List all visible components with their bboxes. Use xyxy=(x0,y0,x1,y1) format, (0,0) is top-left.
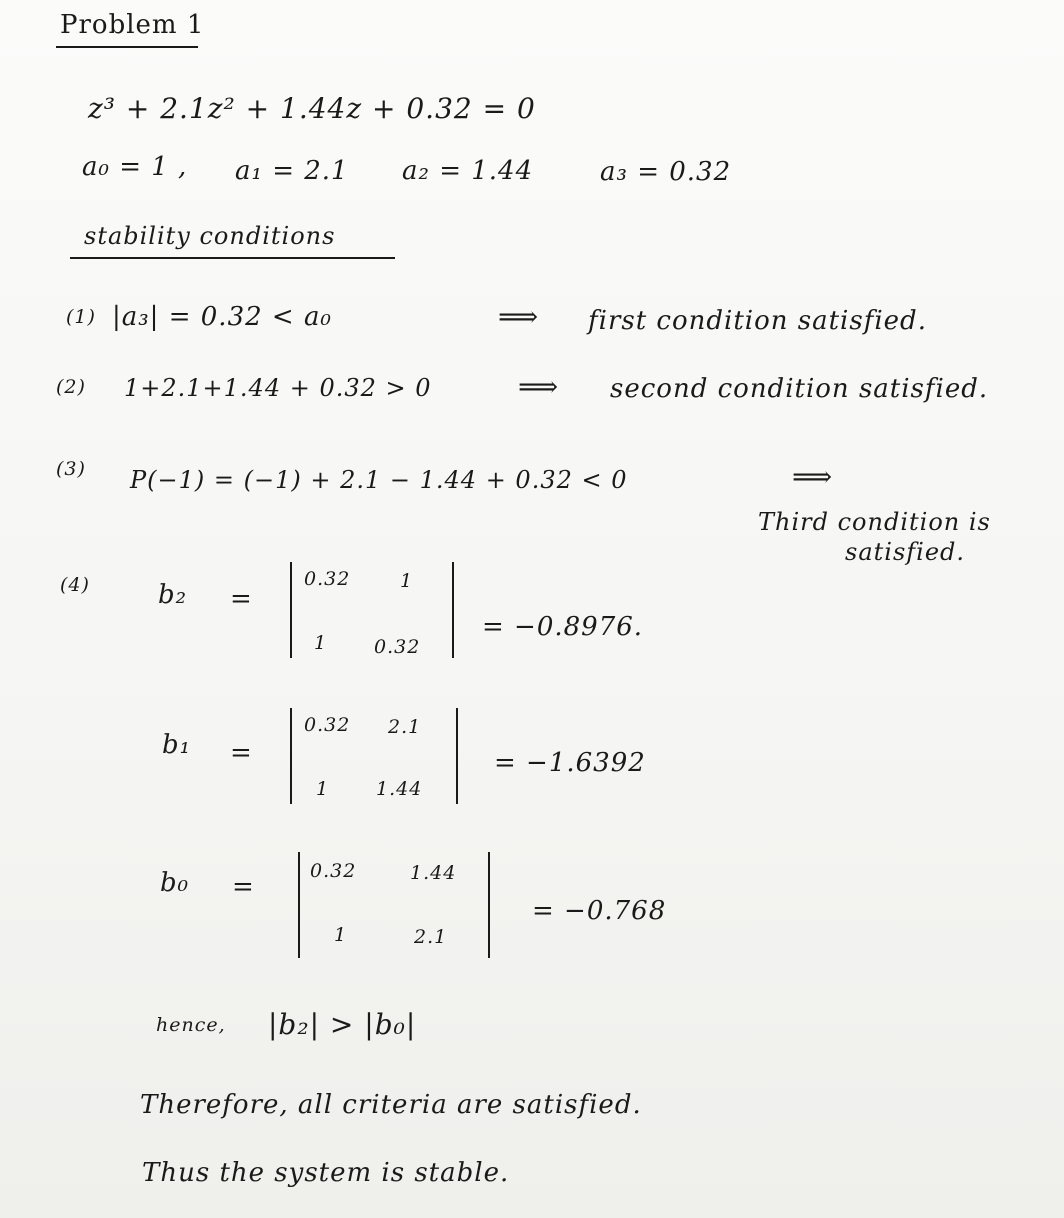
condition-3-expression: P(−1) = (−1) + 2.1 − 1.44 + 0.32 < 0 xyxy=(130,466,628,494)
condition-4-number: (4) xyxy=(60,574,90,596)
characteristic-equation: z³ + 2.1z² + 1.44z + 0.32 = 0 xyxy=(88,92,536,125)
det-b1-right-bar xyxy=(456,708,458,804)
condition-3-result-line1: Third condition is xyxy=(758,508,991,536)
condition-2-expression: 1+2.1+1.44 + 0.32 > 0 xyxy=(124,374,432,402)
det-b2-equals: = xyxy=(230,584,253,614)
final-statement: Thus the system is stable. xyxy=(142,1158,510,1188)
condition-2-number: (2) xyxy=(56,376,86,398)
det-b1-m22: 1.44 xyxy=(376,778,423,800)
det-b2-m11: 0.32 xyxy=(304,568,351,590)
det-b0-m22: 2.1 xyxy=(414,926,448,948)
therefore-line: Therefore, all criteria are satisfied. xyxy=(140,1090,642,1120)
coef-a1: a₁ = 2.1 xyxy=(235,156,349,186)
det-b2-left-bar xyxy=(290,562,292,658)
det-b0-label: b₀ xyxy=(160,868,190,898)
section-underline xyxy=(70,257,395,259)
det-b0-m11: 0.32 xyxy=(310,860,357,882)
det-b2-result: = −0.8976. xyxy=(482,612,644,642)
condition-1-result: first condition satisfied. xyxy=(588,306,927,336)
hence-label: hence, xyxy=(156,1014,226,1036)
det-b1-m21: 1 xyxy=(316,778,330,800)
problem-heading: Problem 1 xyxy=(60,10,205,40)
det-b1-m12: 2.1 xyxy=(388,716,422,738)
det-b2-m21: 1 xyxy=(314,632,328,654)
condition-3-arrow: ⟹ xyxy=(792,460,834,493)
coef-a3: a₃ = 0.32 xyxy=(600,157,732,187)
magnitude-inequality: |b₂| > |b₀| xyxy=(268,1008,417,1041)
det-b1-equals: = xyxy=(230,738,253,768)
det-b1-label: b₁ xyxy=(162,730,192,760)
condition-2-result: second condition satisfied. xyxy=(610,374,989,404)
det-b1-m11: 0.32 xyxy=(304,714,351,736)
det-b0-right-bar xyxy=(488,852,490,958)
condition-1-arrow: ⟹ xyxy=(498,300,540,333)
coef-a2: a₂ = 1.44 xyxy=(402,156,534,186)
det-b2-m22: 0.32 xyxy=(374,636,421,658)
coef-a0: a₀ = 1 , xyxy=(82,152,188,182)
condition-3-number: (3) xyxy=(56,458,86,480)
det-b1-result: = −1.6392 xyxy=(494,748,646,778)
det-b1-matrix xyxy=(290,708,460,804)
det-b2-right-bar xyxy=(452,562,454,658)
det-b2-m12: 1 xyxy=(400,570,414,592)
condition-3-result-line2: satisfied. xyxy=(845,538,966,566)
det-b0-matrix xyxy=(298,852,492,958)
det-b1-left-bar xyxy=(290,708,292,804)
det-b0-left-bar xyxy=(298,852,300,958)
det-b0-result: = −0.768 xyxy=(532,896,667,926)
section-title: stability conditions xyxy=(84,222,336,250)
condition-2-arrow: ⟹ xyxy=(518,370,560,403)
heading-underline xyxy=(56,46,198,48)
condition-1-number: (1) xyxy=(66,306,96,328)
det-b2-matrix xyxy=(290,562,456,658)
det-b0-equals: = xyxy=(232,872,255,902)
condition-1-expression: |a₃| = 0.32 < a₀ xyxy=(112,302,332,332)
det-b0-m21: 1 xyxy=(334,924,348,946)
det-b0-m12: 1.44 xyxy=(410,862,457,884)
det-b2-label: b₂ xyxy=(158,580,188,610)
